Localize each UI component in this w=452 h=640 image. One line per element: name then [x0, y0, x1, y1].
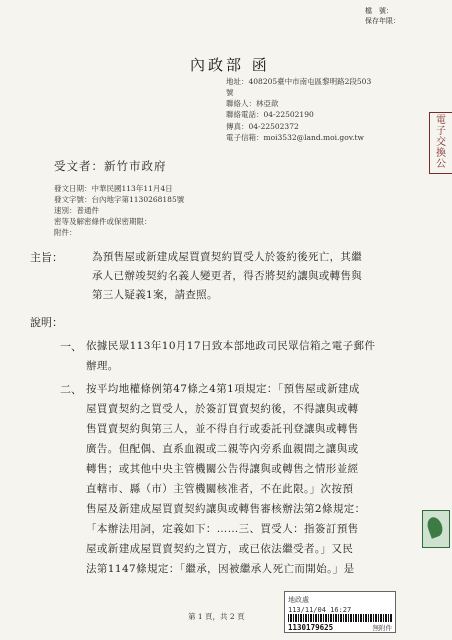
- body-line: 廣告。但配偶、直系血親或二親等內旁系血親間之讓與或: [86, 443, 359, 455]
- contact-fax: 傳真：04-22502372: [226, 122, 299, 131]
- body-line: 屋或新建成屋買賣契約之買方，或已依法繼受者。」又民: [86, 543, 354, 555]
- body-line: 售買賣契約與第三人，並不得自行或委託刊登讓與或轉售: [86, 423, 359, 435]
- contact-phone: 聯絡電話：04-22502190: [226, 110, 314, 119]
- subject-line: 承人已辦竣契約名義人變更者，得否將契約讓與或轉售與: [92, 270, 362, 282]
- issue-number: 發文字號：台內地字第1130268185號: [54, 195, 185, 204]
- barcode-icon: [288, 614, 392, 622]
- body-line: 「本辦法用詞，定義如下：……三、買受人：指簽訂預售: [86, 523, 359, 535]
- contact-email: 電子信箱：moi3532@land.moi.gov.tw: [226, 133, 364, 142]
- electronic-exchange-stamp: 電 子 交 換 公: [429, 112, 452, 174]
- contact-person: 聯絡人：林亞歆: [226, 99, 279, 108]
- receipt-number: 1130179625: [288, 623, 334, 632]
- receipt-note: 無附件: [372, 624, 392, 632]
- leaf-icon: [425, 515, 445, 539]
- document-title: 內政部 函: [190, 56, 270, 74]
- explanation-label: 說明：: [30, 316, 63, 329]
- body-line: 按平均地權條例第47條之4第1項規定：「預售屋或新建成: [86, 383, 360, 395]
- secrecy-level: 密等及解密條件或保密期限：: [54, 217, 152, 226]
- item-number: 一、: [60, 340, 82, 353]
- subject-label: 主旨：: [30, 251, 63, 264]
- recipient: 受文者：新竹市政府: [54, 159, 167, 173]
- file-number-label: 檔 號：: [365, 7, 393, 15]
- address-line-1: 地址：408205臺中市南屯區黎明路2段503: [226, 77, 372, 86]
- header-meta: [365, 6, 400, 26]
- subject-line: 第三人疑義1案，請查照。: [92, 289, 218, 301]
- retention-label: 保存年限：: [365, 17, 400, 25]
- body-line: 售屋及新建成屋買賣契約讓與或轉售審核辦法第2條規定：: [86, 503, 366, 515]
- body-line: 轉售；或其他中央主管機關公告得讓與或轉售之情形並經: [86, 463, 359, 475]
- item-number: 二、: [60, 383, 82, 396]
- speed-class: 速別：普通件: [54, 206, 99, 215]
- body-line: 依據民眾113年10月17日致本部地政司民眾信箱之電子郵件: [86, 340, 376, 352]
- receipt-datetime: 113/11/04 16:27: [288, 606, 352, 614]
- subject-line: 為預售屋或新建成屋買賣契約買受人於簽約後死亡，其繼: [92, 251, 362, 263]
- address-line-2: 號: [226, 88, 234, 97]
- attachment: 附件：: [54, 228, 77, 237]
- body-line: 法第1147條規定：「繼承，因被繼承人死亡而開始。」是: [86, 563, 355, 575]
- receipt-org: 地政處: [288, 596, 309, 604]
- page-number: 第 1 頁，共 2 頁: [188, 612, 245, 621]
- issue-date: 發文日期：中華民國113年11月4日: [54, 184, 173, 193]
- body-line: 屋買賣契約之買受人，於簽訂買賣契約後，不得讓與或轉: [86, 403, 359, 415]
- recycle-stamp: [422, 510, 450, 548]
- body-line: 辦理。: [86, 360, 119, 372]
- receipt-stamp: [284, 591, 396, 633]
- body-line: 直轄市、縣（市）主管機關核准者，不在此限。」次按預: [86, 483, 354, 495]
